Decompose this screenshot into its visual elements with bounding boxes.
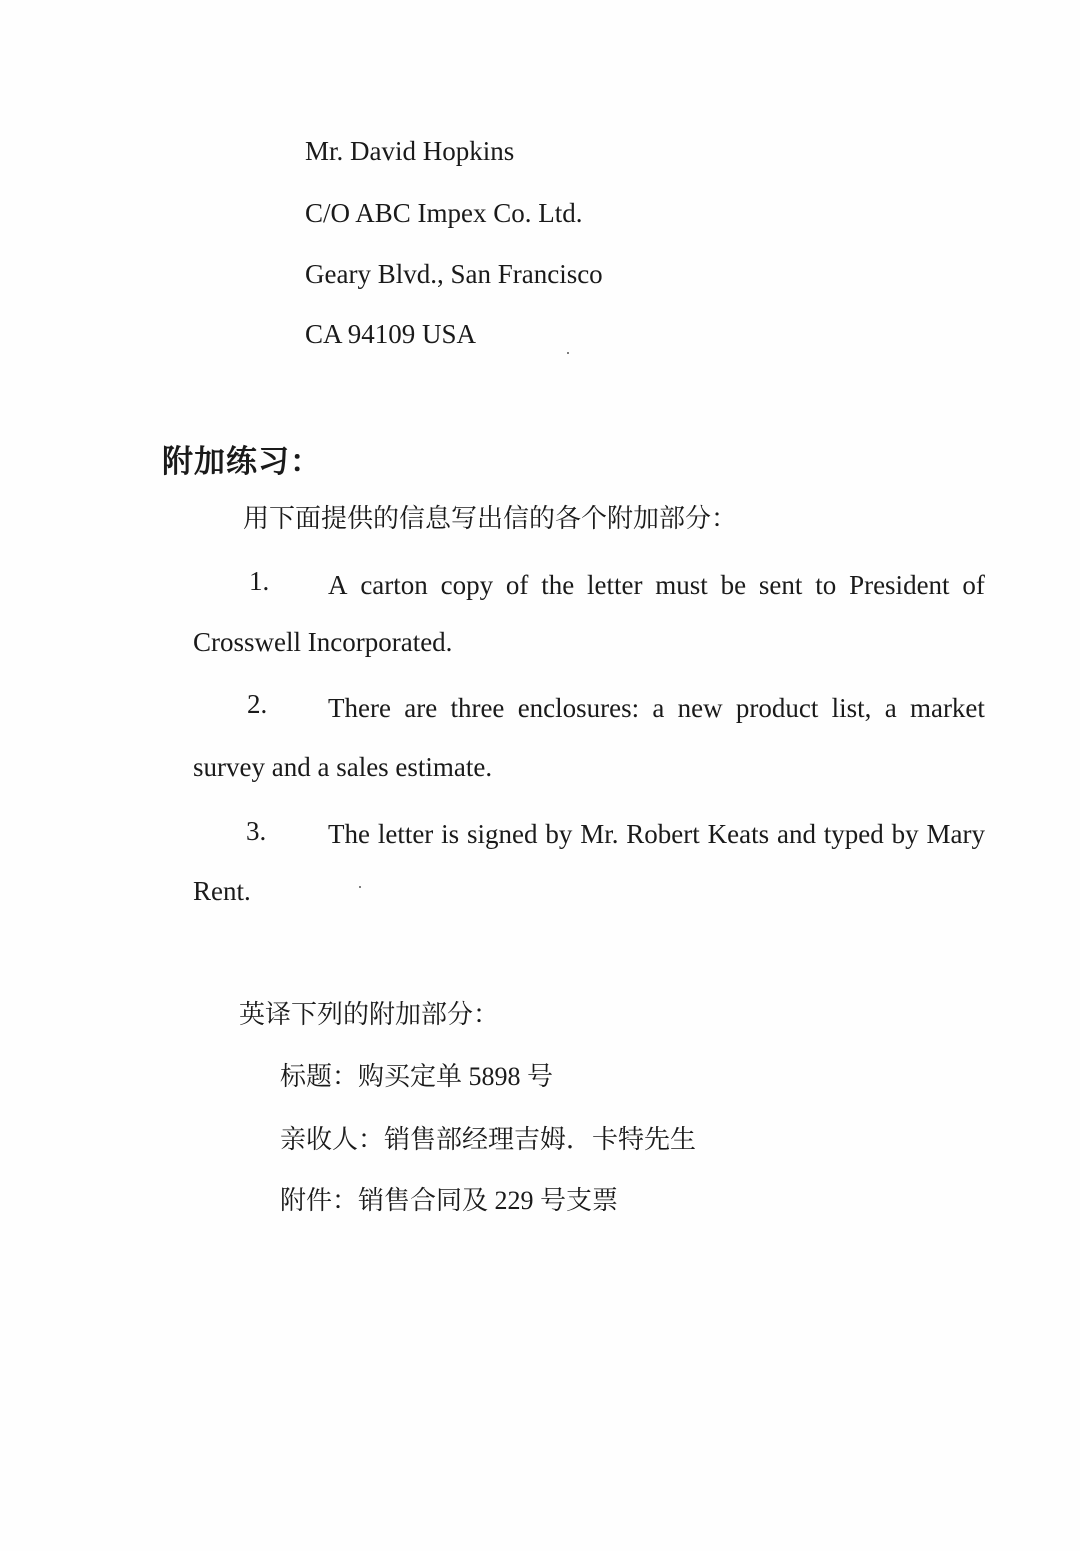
item-continuation: Rent. (193, 876, 251, 906)
item-continuation: survey and a sales estimate. (193, 752, 493, 782)
item-word: three (450, 693, 505, 723)
item-word: Robert (626, 819, 700, 849)
item-word: a (652, 693, 665, 723)
item-word: by (891, 819, 919, 849)
item-word: of (505, 570, 529, 600)
item-word: by (545, 819, 573, 849)
recipient-street: Geary Blvd., San Francisco (305, 259, 603, 289)
item-word: A (328, 570, 348, 600)
item-text-line (328, 569, 985, 601)
item-word: The (328, 819, 370, 849)
scan-speck (359, 886, 361, 888)
item-word: of (962, 570, 985, 600)
item-word: typed (823, 819, 884, 849)
item-word: carton (360, 570, 428, 600)
item-word: must (655, 570, 708, 600)
item-word: is (441, 819, 460, 849)
translation-heading: 英译下列的附加部分： (239, 1000, 500, 1029)
recipient-company: C/O ABC Impex Co. Ltd. (305, 198, 583, 228)
item-word: new (677, 693, 723, 723)
item-word: copy (440, 570, 494, 600)
item-word: market (909, 693, 985, 723)
item-word: President (849, 570, 950, 600)
item-word: to (815, 570, 837, 600)
recipient-name: Mr. David Hopkins (305, 136, 515, 166)
translation-line: 标题：购买定单 5898 号 (280, 1062, 554, 1091)
item-word: enclosures: (517, 693, 640, 723)
exercise-intro: 用下面提供的信息写出信的各个附加部分： (243, 504, 738, 533)
item-word: letter (587, 570, 643, 600)
item-continuation: Crosswell Incorporated. (193, 627, 453, 657)
item-word: the (541, 570, 575, 600)
translation-line: 附件：销售合同及 229 号支票 (280, 1186, 619, 1215)
item-number: 1. (249, 566, 270, 596)
item-number: 3. (246, 816, 267, 846)
translation-line: 亲收人：销售部经理吉姆．卡特先生 (280, 1125, 697, 1154)
item-word: product (735, 693, 819, 723)
item-text-line (328, 818, 985, 850)
item-word: are (404, 693, 438, 723)
item-word: Mr. (580, 819, 619, 849)
item-word: There (328, 693, 391, 723)
item-number: 2. (247, 689, 268, 719)
item-word: list, (831, 693, 872, 723)
scan-speck (567, 352, 569, 354)
item-word: be (720, 570, 747, 600)
item-word: Keats (707, 819, 770, 849)
item-word: a (884, 693, 897, 723)
recipient-postal: CA 94109 USA (305, 319, 477, 349)
item-word: and (776, 819, 816, 849)
item-word: sent (758, 570, 803, 600)
exercise-heading: 附加练习： (162, 444, 322, 479)
item-word: letter (377, 819, 434, 849)
item-word: Mary (926, 819, 985, 849)
item-text-line (328, 692, 985, 724)
item-word: signed (467, 819, 538, 849)
